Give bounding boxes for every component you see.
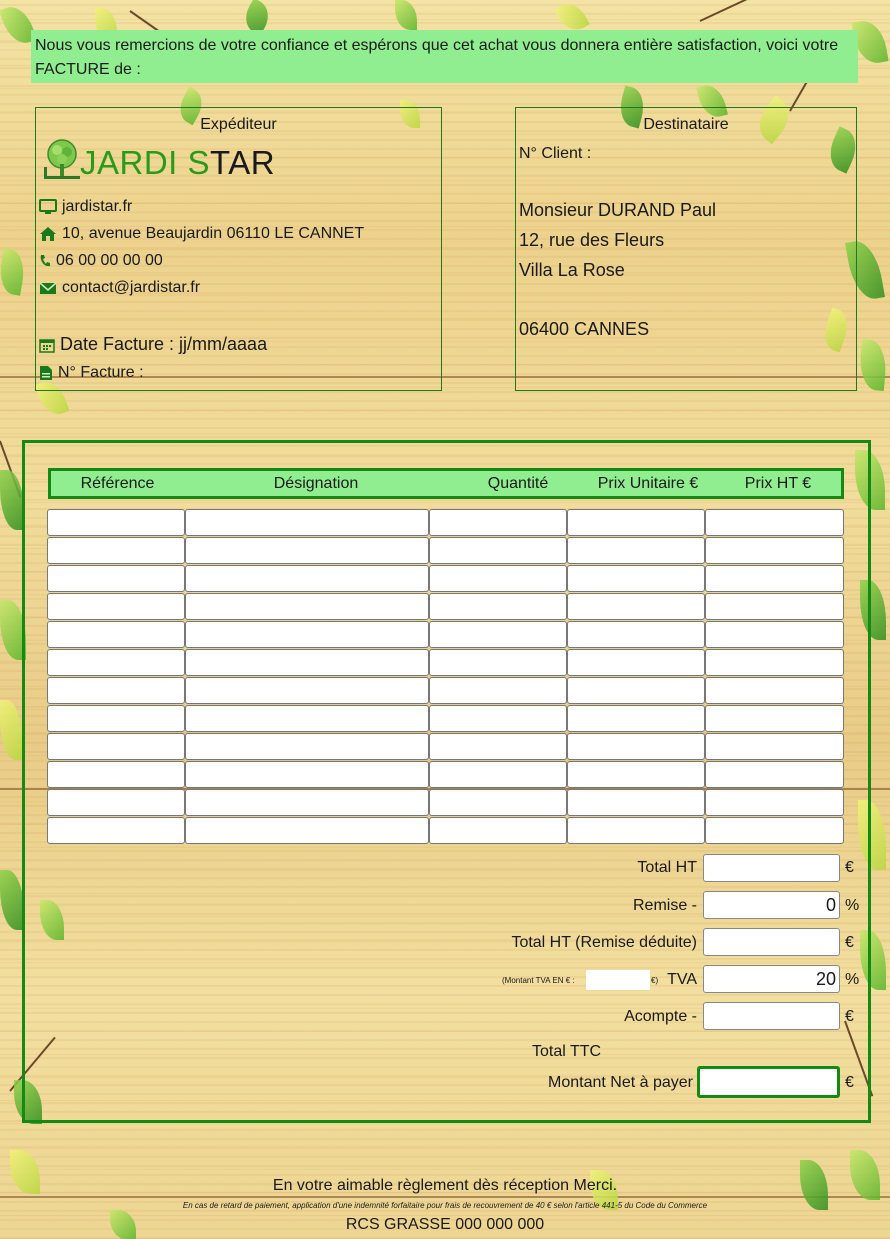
cell-price-ht[interactable] <box>705 677 844 704</box>
intro-banner: Nous vous remercions de votre confiance et espérons que cet achat vous donnera entière satisfaction, voici votre FACTURE de : <box>31 30 858 83</box>
cell-unit-price[interactable] <box>567 733 705 760</box>
tva-rate-input[interactable]: 20 <box>703 965 840 993</box>
cell-price-ht[interactable] <box>705 509 844 536</box>
header-reference: Référence <box>80 475 155 492</box>
phone-line: 06 00 00 00 00 <box>39 252 163 270</box>
cell-unit-price[interactable] <box>567 537 705 564</box>
cell-price-ht[interactable] <box>705 817 844 844</box>
total-ht-remise-label: Total HT (Remise déduite) <box>511 934 697 951</box>
tree-logo-icon <box>40 138 80 182</box>
cell-designation[interactable] <box>185 537 429 564</box>
cell-unit-price[interactable] <box>567 621 705 648</box>
sender-title: Expéditeur <box>200 116 277 133</box>
cell-reference[interactable] <box>47 621 185 648</box>
cell-reference[interactable] <box>47 761 185 788</box>
cell-quantity[interactable] <box>429 621 567 648</box>
euro-unit: € <box>845 1008 854 1025</box>
total-ttc-label: Total TTC <box>532 1043 602 1060</box>
website-line: jardistar.fr <box>39 198 132 216</box>
recipient-title: Destinataire <box>643 116 729 133</box>
cell-price-ht[interactable] <box>705 621 844 648</box>
document-icon <box>39 365 53 381</box>
cell-unit-price[interactable] <box>567 789 705 816</box>
header-quantity: Quantité <box>487 475 549 492</box>
cell-unit-price[interactable] <box>567 593 705 620</box>
company-name: JARDI STAR <box>80 144 276 181</box>
cell-reference[interactable] <box>47 789 185 816</box>
company-brand <box>40 138 275 182</box>
sender-box <box>35 107 442 391</box>
cell-designation[interactable] <box>185 565 429 592</box>
cell-reference[interactable] <box>47 705 185 732</box>
cell-quantity[interactable] <box>429 677 567 704</box>
wood-plank-line <box>0 1196 890 1198</box>
header-price-ht: Prix HT € <box>744 475 812 492</box>
cell-quantity[interactable] <box>429 509 567 536</box>
remise-input[interactable]: 0 <box>703 891 840 919</box>
recipient-name: Monsieur DURAND Paul <box>519 200 717 220</box>
cell-price-ht[interactable] <box>705 565 844 592</box>
cell-quantity[interactable] <box>429 565 567 592</box>
cell-quantity[interactable] <box>429 705 567 732</box>
email-line: contact@jardistar.fr <box>39 279 200 297</box>
cell-reference[interactable] <box>47 649 185 676</box>
cell-price-ht[interactable] <box>705 761 844 788</box>
cell-reference[interactable] <box>47 565 185 592</box>
invoice-number: N° Facture : <box>39 364 144 382</box>
cell-unit-price[interactable] <box>567 761 705 788</box>
cell-price-ht[interactable] <box>705 593 844 620</box>
cell-price-ht[interactable] <box>705 537 844 564</box>
recipient-city: 06400 CANNES <box>519 319 650 339</box>
total-ht-input[interactable] <box>703 854 840 882</box>
cell-designation[interactable] <box>185 817 429 844</box>
tva-label: TVA <box>667 971 697 988</box>
cell-designation[interactable] <box>185 733 429 760</box>
acompte-input[interactable] <box>703 1002 840 1030</box>
acompte-label: Acompte - <box>624 1008 697 1025</box>
cell-reference[interactable] <box>47 817 185 844</box>
address-line: 10, avenue Beaujardin 06110 LE CANNET <box>39 225 364 243</box>
calendar-icon <box>39 337 55 353</box>
cell-reference[interactable] <box>47 733 185 760</box>
cell-designation[interactable] <box>185 509 429 536</box>
cell-designation[interactable] <box>185 593 429 620</box>
total-ht-remise-input[interactable] <box>703 928 840 956</box>
percent-unit: % <box>845 897 860 914</box>
cell-price-ht[interactable] <box>705 705 844 732</box>
cell-quantity[interactable] <box>429 789 567 816</box>
monitor-icon <box>39 199 57 215</box>
cell-reference[interactable] <box>47 509 185 536</box>
cell-price-ht[interactable] <box>705 789 844 816</box>
home-icon <box>39 226 57 242</box>
table-header <box>48 468 844 499</box>
recipient-building: Villa La Rose <box>519 260 625 280</box>
cell-designation[interactable] <box>185 705 429 732</box>
cell-designation[interactable] <box>185 789 429 816</box>
phone-icon <box>39 253 51 269</box>
envelope-icon <box>39 280 57 296</box>
cell-unit-price[interactable] <box>567 509 705 536</box>
euro-unit: € <box>845 934 854 951</box>
invoice-date: Date Facture : jj/mm/aaaa <box>39 334 267 355</box>
cell-quantity[interactable] <box>429 537 567 564</box>
cell-unit-price[interactable] <box>567 649 705 676</box>
tva-amount-input[interactable] <box>586 970 650 990</box>
client-number: N° Client : <box>519 145 592 162</box>
cell-designation[interactable] <box>185 677 429 704</box>
euro-unit: € <box>845 1074 854 1091</box>
legal-notice: En cas de retard de paiement, application d'une indemnité forfaitaire pour frais de recouvrement de 40 € selon l'article 441-5 du Code du Commerce <box>182 1201 708 1210</box>
cell-price-ht[interactable] <box>705 649 844 676</box>
euro-unit: € <box>845 859 854 876</box>
cell-unit-price[interactable] <box>567 565 705 592</box>
recipient-box <box>515 107 857 391</box>
cell-reference[interactable] <box>47 677 185 704</box>
cell-designation[interactable] <box>185 621 429 648</box>
tva-amount-prefix: (Montant TVA EN € : <box>502 976 575 985</box>
total-ht-label: Total HT <box>637 859 697 876</box>
rcs-number: RCS GRASSE 000 000 000 <box>345 1216 545 1233</box>
tva-amount-suffix: €) <box>651 976 659 985</box>
percent-unit: % <box>845 971 860 988</box>
remise-label: Remise - <box>632 897 697 914</box>
cell-quantity[interactable] <box>429 817 567 844</box>
cell-reference[interactable] <box>47 593 185 620</box>
net-amount-label: Montant Net à payer <box>548 1074 693 1091</box>
header-unit-price: Prix Unitaire € <box>597 475 699 492</box>
net-amount-input[interactable] <box>697 1066 840 1098</box>
header-designation: Désignation <box>273 475 359 492</box>
cell-quantity[interactable] <box>429 761 567 788</box>
cell-unit-price[interactable] <box>567 677 705 704</box>
cell-quantity[interactable] <box>429 733 567 760</box>
cell-unit-price[interactable] <box>567 817 705 844</box>
cell-designation[interactable] <box>185 761 429 788</box>
cell-designation[interactable] <box>185 649 429 676</box>
cell-quantity[interactable] <box>429 649 567 676</box>
cell-reference[interactable] <box>47 537 185 564</box>
cell-unit-price[interactable] <box>567 705 705 732</box>
recipient-street: 12, rue des Fleurs <box>519 230 665 250</box>
cell-quantity[interactable] <box>429 593 567 620</box>
cell-price-ht[interactable] <box>705 733 844 760</box>
thanks-text: En votre aimable règlement dès réception Merci. <box>272 1177 618 1194</box>
